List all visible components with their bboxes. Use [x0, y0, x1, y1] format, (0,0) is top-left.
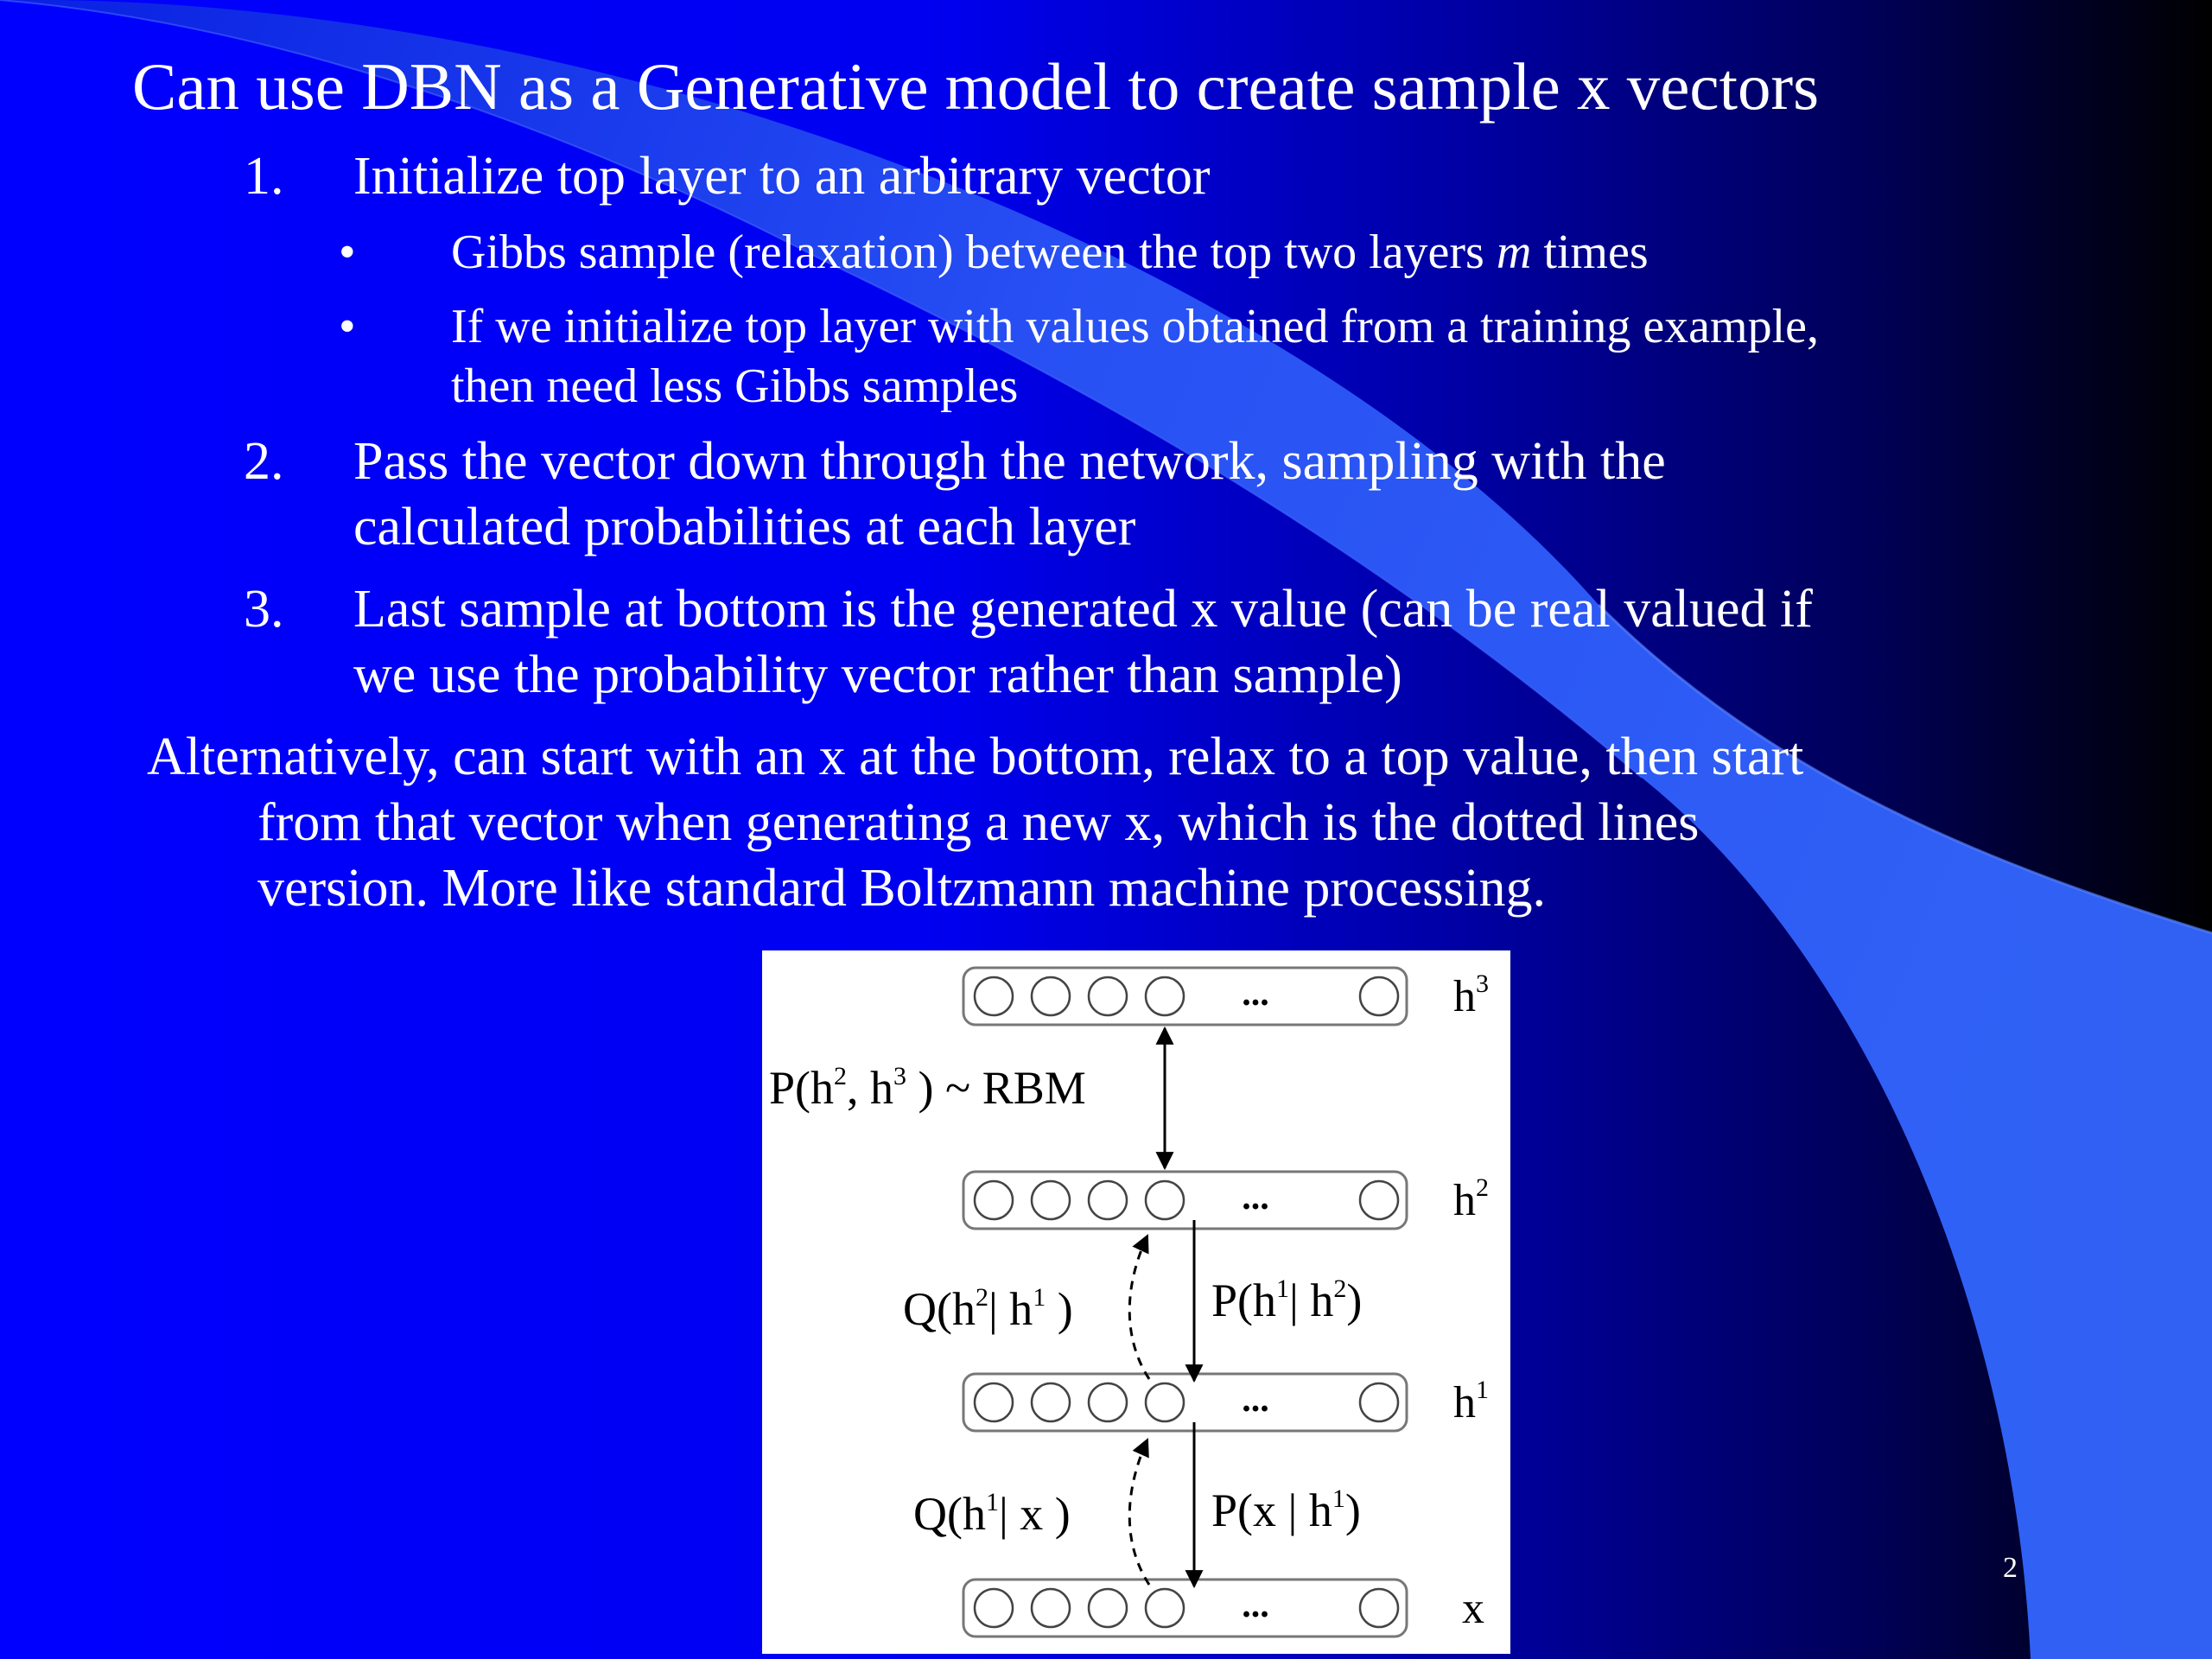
unit-circle — [1089, 1383, 1127, 1421]
ellipsis: ... — [1242, 1586, 1269, 1625]
dbn-diagram — [762, 950, 1510, 1654]
rbm-label: $P(h^2$, $h^3$ ) ~ RBM — [769, 1062, 1086, 1114]
unit-circle — [975, 1181, 1013, 1219]
unit-circle — [1032, 1589, 1070, 1627]
note-line-2: from that vector when generating a new x, which is the dotted lines — [257, 793, 1700, 852]
step-3-line-1: Last sample at bottom is the generated x value (can be real valued if — [353, 580, 1813, 639]
recognition-arrow-x-h1 — [1129, 1440, 1149, 1585]
ellipsis: ... — [1242, 1380, 1269, 1420]
layer-h1 — [963, 1374, 1489, 1431]
unit-circle — [1360, 1181, 1398, 1219]
unit-circle — [1032, 1181, 1070, 1219]
dbn-figure — [762, 950, 1510, 1654]
unit-circle — [1089, 1589, 1127, 1627]
step-3-line-2: we use the probability vector rather than sample) — [353, 645, 1402, 704]
step-2-line-1: Pass the vector down through the network, sampling with the — [353, 432, 1666, 491]
step-number-3: 3. — [244, 580, 284, 639]
layer-label-h3: $h^3$ — [1453, 969, 1489, 1021]
step-2-line-2: calculated probabilities at each layer — [353, 498, 1136, 556]
layer-label-h1: $h^1$ — [1453, 1376, 1489, 1427]
unit-circle — [1032, 1383, 1070, 1421]
ellipsis: ... — [1242, 1178, 1269, 1217]
slide-number: 2 — [2003, 1552, 2018, 1584]
note-line-1: Alternatively, can start with an x at the bottom, relax to a top value, then start — [147, 728, 1804, 786]
ellipsis: ... — [1242, 974, 1269, 1014]
step-number-2: 2. — [244, 432, 284, 491]
edge-label-p-x-h1: P(x | $h^1$) — [1211, 1484, 1361, 1536]
unit-circle — [1089, 1181, 1127, 1219]
unit-circle — [975, 1589, 1013, 1627]
bullet-1-text: Gibbs sample (relaxation) between the top two layers m times — [451, 226, 1649, 279]
step-number-1: 1. — [244, 147, 284, 206]
edge-label-q-h2-h1: $Q(h^2|$ $h^1$ ) — [903, 1283, 1073, 1335]
layer-label-x: x — [1462, 1584, 1484, 1633]
unit-circle — [1360, 1589, 1398, 1627]
step-1-text: Initialize top layer to an arbitrary vector — [353, 147, 1211, 206]
slide-title: Can use DBN as a Generative model to create sample x vectors — [132, 49, 1820, 124]
bullet-dot: • — [339, 300, 356, 353]
unit-circle — [1146, 1383, 1184, 1421]
recognition-arrow-h1-h2 — [1129, 1236, 1149, 1379]
bullet-dot: • — [339, 226, 356, 279]
note-line-3: version. More like standard Boltzmann machine processing. — [257, 859, 1547, 918]
bullet-2-line-2: then need less Gibbs samples — [451, 359, 1019, 413]
bullet-2-line-1: If we initialize top layer with values obtained from a training example, — [451, 300, 1820, 353]
unit-circle — [975, 977, 1013, 1015]
layer-h3 — [963, 968, 1489, 1025]
layer-label-h2: $h^2$ — [1453, 1173, 1489, 1225]
unit-circle — [1360, 977, 1398, 1015]
unit-circle — [1146, 977, 1184, 1015]
unit-circle — [1360, 1383, 1398, 1421]
layer-x — [963, 1580, 1484, 1637]
unit-circle — [975, 1383, 1013, 1421]
edge-label-q-h1-x: $Q(h^1|$ x ) — [913, 1488, 1071, 1540]
edge-label-p-h1-h2: $P(h^1|$ $h^2$) — [1211, 1274, 1363, 1326]
unit-circle — [1146, 1589, 1184, 1627]
unit-circle — [1089, 977, 1127, 1015]
unit-circle — [1032, 977, 1070, 1015]
unit-circle — [1146, 1181, 1184, 1219]
layer-h2 — [963, 1172, 1489, 1229]
